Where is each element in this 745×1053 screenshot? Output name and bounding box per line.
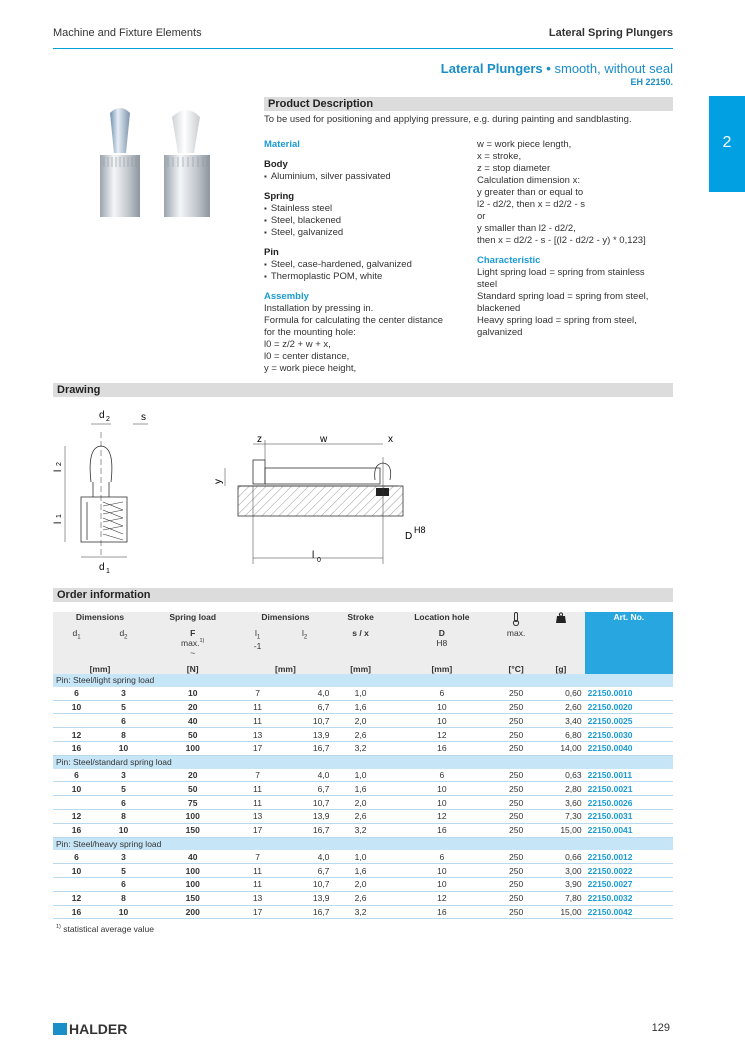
cell-g: 3,90 <box>537 877 584 891</box>
pin-heading: Pin <box>264 247 279 258</box>
cell-l1: 13 <box>238 809 276 823</box>
cell-F: 100 <box>147 741 238 755</box>
cell-F: 75 <box>147 796 238 810</box>
halder-logo: HALDER <box>53 1021 127 1037</box>
cell-d2: 10 <box>100 741 147 755</box>
cell-D: 10 <box>389 700 495 714</box>
cell-d2: 3 <box>100 850 147 863</box>
cell-d1: 10 <box>53 700 100 714</box>
col-location-hole: Location hole <box>389 612 495 628</box>
spring-item: ▪ Steel, blackened <box>264 215 469 227</box>
group-row <box>53 837 673 850</box>
table-row <box>53 809 673 823</box>
cell-t: 250 <box>495 769 537 782</box>
table-row <box>53 687 673 700</box>
cell-s: 2,6 <box>332 809 388 823</box>
cell-art: 22150.0030 <box>585 728 673 742</box>
thermometer-icon <box>512 612 520 626</box>
cell-s: 3,2 <box>332 741 388 755</box>
label-D: D <box>405 531 413 542</box>
cell-d1 <box>53 796 100 810</box>
cell-d2: 5 <box>100 864 147 878</box>
cell-D: 12 <box>389 891 495 905</box>
group-row <box>53 755 673 768</box>
cell-s: 3,2 <box>332 905 388 919</box>
cell-g: 15,00 <box>537 905 584 919</box>
label-d1-sub: 1 <box>106 568 110 575</box>
col-spring-load: Spring load <box>147 612 238 628</box>
cell-t: 250 <box>495 782 537 796</box>
cell-l2: 16,7 <box>277 823 333 837</box>
chapter-number: 2 <box>722 134 732 151</box>
cell-g: 14,00 <box>537 741 584 755</box>
cell-g: 7,30 <box>537 809 584 823</box>
cell-t: 250 <box>495 823 537 837</box>
cell-d1 <box>53 714 100 728</box>
cell-l1: 7 <box>238 769 276 782</box>
cell-t: 250 <box>495 809 537 823</box>
cell-d1: 16 <box>53 823 100 837</box>
cell-l1: 11 <box>238 782 276 796</box>
spring-list <box>264 203 469 239</box>
table-row <box>53 700 673 714</box>
order-table-body <box>53 674 673 919</box>
cell-g: 0,66 <box>537 850 584 863</box>
cell-art: 22150.0025 <box>585 714 673 728</box>
cell-F: 20 <box>147 700 238 714</box>
technical-drawing <box>53 402 453 582</box>
calc-eq: y smaller than l2 - d2/2, <box>477 223 576 234</box>
cell-s: 1,6 <box>332 782 388 796</box>
cell-F: 150 <box>147 823 238 837</box>
table-row <box>53 728 673 742</box>
label-l1: l <box>53 521 64 524</box>
cell-t: 250 <box>495 714 537 728</box>
group-label: Pin: Steel/standard spring load <box>53 755 673 768</box>
calc-line: Calculation dimension x: <box>477 175 580 186</box>
label-d2-sub: 2 <box>106 416 110 423</box>
col-l1: $l_1$ -1 <box>238 628 276 658</box>
page-title <box>441 61 673 76</box>
cell-d1: 10 <box>53 864 100 878</box>
cell-l1: 7 <box>238 687 276 700</box>
cell-l2: 10,7 <box>277 714 333 728</box>
unit-g: [g] <box>537 658 584 674</box>
cell-g: 2,60 <box>537 700 584 714</box>
cell-art: 22150.0011 <box>585 769 673 782</box>
label-l0-sub: 0 <box>317 557 321 564</box>
cell-l2: 4,0 <box>277 687 333 700</box>
cell-s: 1,0 <box>332 769 388 782</box>
assembly-line: Formula for calculating the center distance <box>264 315 444 326</box>
cell-art: 22150.0041 <box>585 823 673 837</box>
product-description-heading: Product Description <box>264 97 673 111</box>
table-row <box>53 864 673 878</box>
cell-D: 16 <box>389 823 495 837</box>
cell-F: 40 <box>147 850 238 863</box>
label-l2: l <box>53 469 64 472</box>
col-F: F max.$^{1)}$ ~ <box>147 628 238 658</box>
cell-l2: 4,0 <box>277 769 333 782</box>
char-line: Heavy spring load = spring from steel, <box>477 315 637 326</box>
calc-eq: then x = d2/2 - s - [(l2 - d2/2 - y) * 0,123] <box>477 235 646 246</box>
unit-mm-2: [mm] <box>238 658 332 674</box>
cell-l1: 11 <box>238 877 276 891</box>
cell-s: 2,0 <box>332 796 388 810</box>
calc-line: y greater than or equal to <box>477 187 584 198</box>
cell-l1: 17 <box>238 823 276 837</box>
cell-g: 0,63 <box>537 769 584 782</box>
cell-t: 250 <box>495 687 537 700</box>
order-table <box>53 612 673 919</box>
label-d1: d <box>99 562 105 573</box>
col-weight <box>537 612 584 628</box>
group-label: Pin: Steel/heavy spring load <box>53 837 673 850</box>
label-s: s <box>141 412 146 423</box>
cell-F: 20 <box>147 769 238 782</box>
cell-s: 1,6 <box>332 864 388 878</box>
cell-s: 2,6 <box>332 728 388 742</box>
cell-t: 250 <box>495 905 537 919</box>
cell-g: 2,80 <box>537 782 584 796</box>
table-header-row <box>53 612 673 628</box>
cell-d1: 6 <box>53 850 100 863</box>
cell-art: 22150.0031 <box>585 809 673 823</box>
cell-t: 250 <box>495 864 537 878</box>
cell-g: 3,40 <box>537 714 584 728</box>
cell-l2: 6,7 <box>277 864 333 878</box>
pin-item: ▪ Steel, case-hardened, galvanized <box>264 259 469 271</box>
cell-g: 7,80 <box>537 891 584 905</box>
col-d1: $d_1$ <box>53 628 100 658</box>
cell-D: 6 <box>389 769 495 782</box>
cell-d1: 6 <box>53 769 100 782</box>
unit-N: [N] <box>147 658 238 674</box>
title-bullet: • <box>546 61 551 76</box>
cell-art: 22150.0027 <box>585 877 673 891</box>
label-z: z <box>257 434 262 445</box>
title-main: Lateral Plungers <box>440 61 543 76</box>
cell-D: 10 <box>389 782 495 796</box>
char-line: Standard spring load = spring from steel, <box>477 291 649 302</box>
table-row <box>53 769 673 782</box>
cell-art: 22150.0022 <box>585 864 673 878</box>
cell-art: 22150.0012 <box>585 850 673 863</box>
char-line: galvanized <box>477 327 523 338</box>
table-row <box>53 877 673 891</box>
table-row <box>53 905 673 919</box>
cell-art: 22150.0010 <box>585 687 673 700</box>
cell-s: 2,0 <box>332 714 388 728</box>
cell-l1: 17 <box>238 905 276 919</box>
product-description-text: To be used for positioning and applying pressure, e.g. during painting and sandblasting. <box>264 114 632 125</box>
logo-mark <box>53 1023 67 1035</box>
cell-d1 <box>53 877 100 891</box>
cell-t: 250 <box>495 850 537 863</box>
cell-s: 1,6 <box>332 700 388 714</box>
cell-l2: 13,9 <box>277 891 333 905</box>
cell-s: 1,0 <box>332 687 388 700</box>
char-line: Light spring load = spring from stainless <box>477 267 645 278</box>
cell-d1: 10 <box>53 782 100 796</box>
group-label: Pin: Steel/light spring load <box>53 674 673 687</box>
material-heading: Material <box>264 139 300 150</box>
unit-mm-3: [mm] <box>332 658 388 674</box>
cell-d2: 10 <box>100 905 147 919</box>
cell-d2: 8 <box>100 891 147 905</box>
cell-D: 12 <box>389 809 495 823</box>
product-code: EH 22150. <box>630 77 673 87</box>
cell-t: 250 <box>495 796 537 810</box>
col-l2: $l_2$ <box>277 628 333 658</box>
body-list <box>264 171 469 183</box>
chapter-tab <box>709 96 745 192</box>
formula-line: y = work piece height, <box>264 363 357 374</box>
calc-line: z = stop diameter <box>477 163 551 174</box>
cell-g: 6,80 <box>537 728 584 742</box>
cell-d1: 16 <box>53 741 100 755</box>
cell-d2: 6 <box>100 714 147 728</box>
table-row <box>53 823 673 837</box>
table-row <box>53 850 673 863</box>
material-column <box>264 139 469 375</box>
cell-d2: 10 <box>100 823 147 837</box>
calc-or: or <box>477 211 486 222</box>
cell-d2: 6 <box>100 796 147 810</box>
cell-l2: 13,9 <box>277 728 333 742</box>
cell-l1: 13 <box>238 891 276 905</box>
cell-l1: 13 <box>238 728 276 742</box>
cell-d2: 8 <box>100 728 147 742</box>
label-y: y <box>213 479 224 484</box>
cell-d2: 5 <box>100 700 147 714</box>
calculation-column <box>477 139 677 339</box>
spring-item: ▪ Steel, galvanized <box>264 227 469 239</box>
cell-D: 16 <box>389 741 495 755</box>
calc-line: x = stroke, <box>477 151 522 162</box>
header-category: Machine and Fixture Elements <box>53 27 202 39</box>
order-heading: Order information <box>53 588 673 602</box>
cell-F: 50 <box>147 728 238 742</box>
assembly-heading: Assembly <box>264 291 309 302</box>
cell-l2: 4,0 <box>277 850 333 863</box>
cell-D: 16 <box>389 905 495 919</box>
cell-D: 6 <box>389 687 495 700</box>
label-x: x <box>388 434 393 445</box>
cell-D: 10 <box>389 877 495 891</box>
formula-line: l0 = z/2 + w + x, <box>264 339 331 350</box>
cell-D: 12 <box>389 728 495 742</box>
cell-F: 10 <box>147 687 238 700</box>
table-row <box>53 741 673 755</box>
body-heading: Body <box>264 159 288 170</box>
drawing-heading: Drawing <box>53 383 673 397</box>
label-w: w <box>320 434 328 445</box>
cell-art: 22150.0026 <box>585 796 673 810</box>
cell-t: 250 <box>495 700 537 714</box>
product-photo <box>90 105 240 225</box>
col-sx: s / x <box>332 628 388 658</box>
cell-F: 100 <box>147 877 238 891</box>
calc-line: w = work piece length, <box>477 139 572 150</box>
cell-art: 22150.0040 <box>585 741 673 755</box>
label-l2-sub: 2 <box>56 462 63 466</box>
cell-s: 3,2 <box>332 823 388 837</box>
calc-eq: l2 - d2/2, then x = d2/2 - s <box>477 199 585 210</box>
cell-l2: 10,7 <box>277 877 333 891</box>
cell-d2: 3 <box>100 687 147 700</box>
col-dimensions: Dimensions <box>53 612 147 628</box>
cell-t: 250 <box>495 728 537 742</box>
char-line: blackened <box>477 303 521 314</box>
cell-g: 0,60 <box>537 687 584 700</box>
cell-D: 6 <box>389 850 495 863</box>
cell-d1: 12 <box>53 891 100 905</box>
weight-icon <box>555 612 567 624</box>
table-units-row <box>53 658 673 674</box>
label-d2: d <box>99 410 105 421</box>
cell-t: 250 <box>495 741 537 755</box>
cell-F: 50 <box>147 782 238 796</box>
cell-F: 100 <box>147 809 238 823</box>
cell-F: 100 <box>147 864 238 878</box>
col-temp-max: max. <box>495 628 537 658</box>
spring-item: ▪ Stainless steel <box>264 203 469 215</box>
header-divider <box>53 48 673 49</box>
footnote: $^{1)}$ statistical average value <box>56 924 154 934</box>
cell-D: 10 <box>389 864 495 878</box>
table-row <box>53 782 673 796</box>
pin-item: ▪ Thermoplastic POM, white <box>264 271 469 283</box>
label-H8: H8 <box>414 525 426 535</box>
cell-l2: 16,7 <box>277 905 333 919</box>
assembly-line: for the mounting hole: <box>264 327 356 338</box>
spring-heading: Spring <box>264 191 295 202</box>
cell-art: 22150.0042 <box>585 905 673 919</box>
pin-list <box>264 259 469 283</box>
formula-line: l0 = center distance, <box>264 351 350 362</box>
cell-d2: 8 <box>100 809 147 823</box>
table-row <box>53 891 673 905</box>
col-D: D H8 <box>389 628 495 658</box>
unit-C: [°C] <box>495 658 537 674</box>
cell-t: 250 <box>495 891 537 905</box>
cell-l2: 13,9 <box>277 809 333 823</box>
assembly-line: Installation by pressing in. <box>264 303 374 314</box>
col-d2: $d_2$ <box>100 628 147 658</box>
unit-mm: [mm] <box>53 658 147 674</box>
cell-D: 10 <box>389 796 495 810</box>
cell-l2: 6,7 <box>277 782 333 796</box>
cell-l1: 11 <box>238 796 276 810</box>
cell-l1: 11 <box>238 714 276 728</box>
cell-l1: 11 <box>238 700 276 714</box>
col-stroke: Stroke <box>332 612 388 628</box>
cell-l2: 16,7 <box>277 741 333 755</box>
cell-art: 22150.0021 <box>585 782 673 796</box>
cell-d2: 6 <box>100 877 147 891</box>
col-temperature <box>495 612 537 628</box>
cell-t: 250 <box>495 877 537 891</box>
cell-d1: 12 <box>53 809 100 823</box>
body-item: ▪ Aluminium, silver passivated <box>264 171 469 183</box>
cell-d2: 3 <box>100 769 147 782</box>
table-row <box>53 796 673 810</box>
table-subheader-row <box>53 628 673 658</box>
cell-F: 200 <box>147 905 238 919</box>
title-sub: smooth, without seal <box>554 61 673 76</box>
table-row <box>53 714 673 728</box>
cell-g: 3,60 <box>537 796 584 810</box>
cell-d1: 16 <box>53 905 100 919</box>
cell-F: 150 <box>147 891 238 905</box>
col-art-no: Art. No. <box>585 612 673 674</box>
cell-s: 2,6 <box>332 891 388 905</box>
label-l1-sub: 1 <box>56 514 63 518</box>
cell-F: 40 <box>147 714 238 728</box>
page-number: 129 <box>651 1022 670 1034</box>
char-line: steel <box>477 279 498 290</box>
cell-g: 3,00 <box>537 864 584 878</box>
header-section: Lateral Spring Plungers <box>548 27 673 39</box>
cell-d2: 5 <box>100 782 147 796</box>
cell-l1: 17 <box>238 741 276 755</box>
col-dimensions-2: Dimensions <box>238 612 332 628</box>
label-l0: l <box>312 550 315 561</box>
unit-mm-4: [mm] <box>389 658 495 674</box>
cell-art: 22150.0020 <box>585 700 673 714</box>
cell-s: 2,0 <box>332 877 388 891</box>
col-weight-blank <box>537 628 584 658</box>
cell-g: 15,00 <box>537 823 584 837</box>
cell-d1: 6 <box>53 687 100 700</box>
group-row <box>53 674 673 687</box>
cell-s: 1,0 <box>332 850 388 863</box>
cell-l1: 7 <box>238 850 276 863</box>
cell-l2: 6,7 <box>277 700 333 714</box>
cell-d1: 12 <box>53 728 100 742</box>
cell-D: 10 <box>389 714 495 728</box>
characteristic-heading: Characteristic <box>477 255 541 266</box>
cell-art: 22150.0032 <box>585 891 673 905</box>
cell-l2: 10,7 <box>277 796 333 810</box>
cell-l1: 11 <box>238 864 276 878</box>
